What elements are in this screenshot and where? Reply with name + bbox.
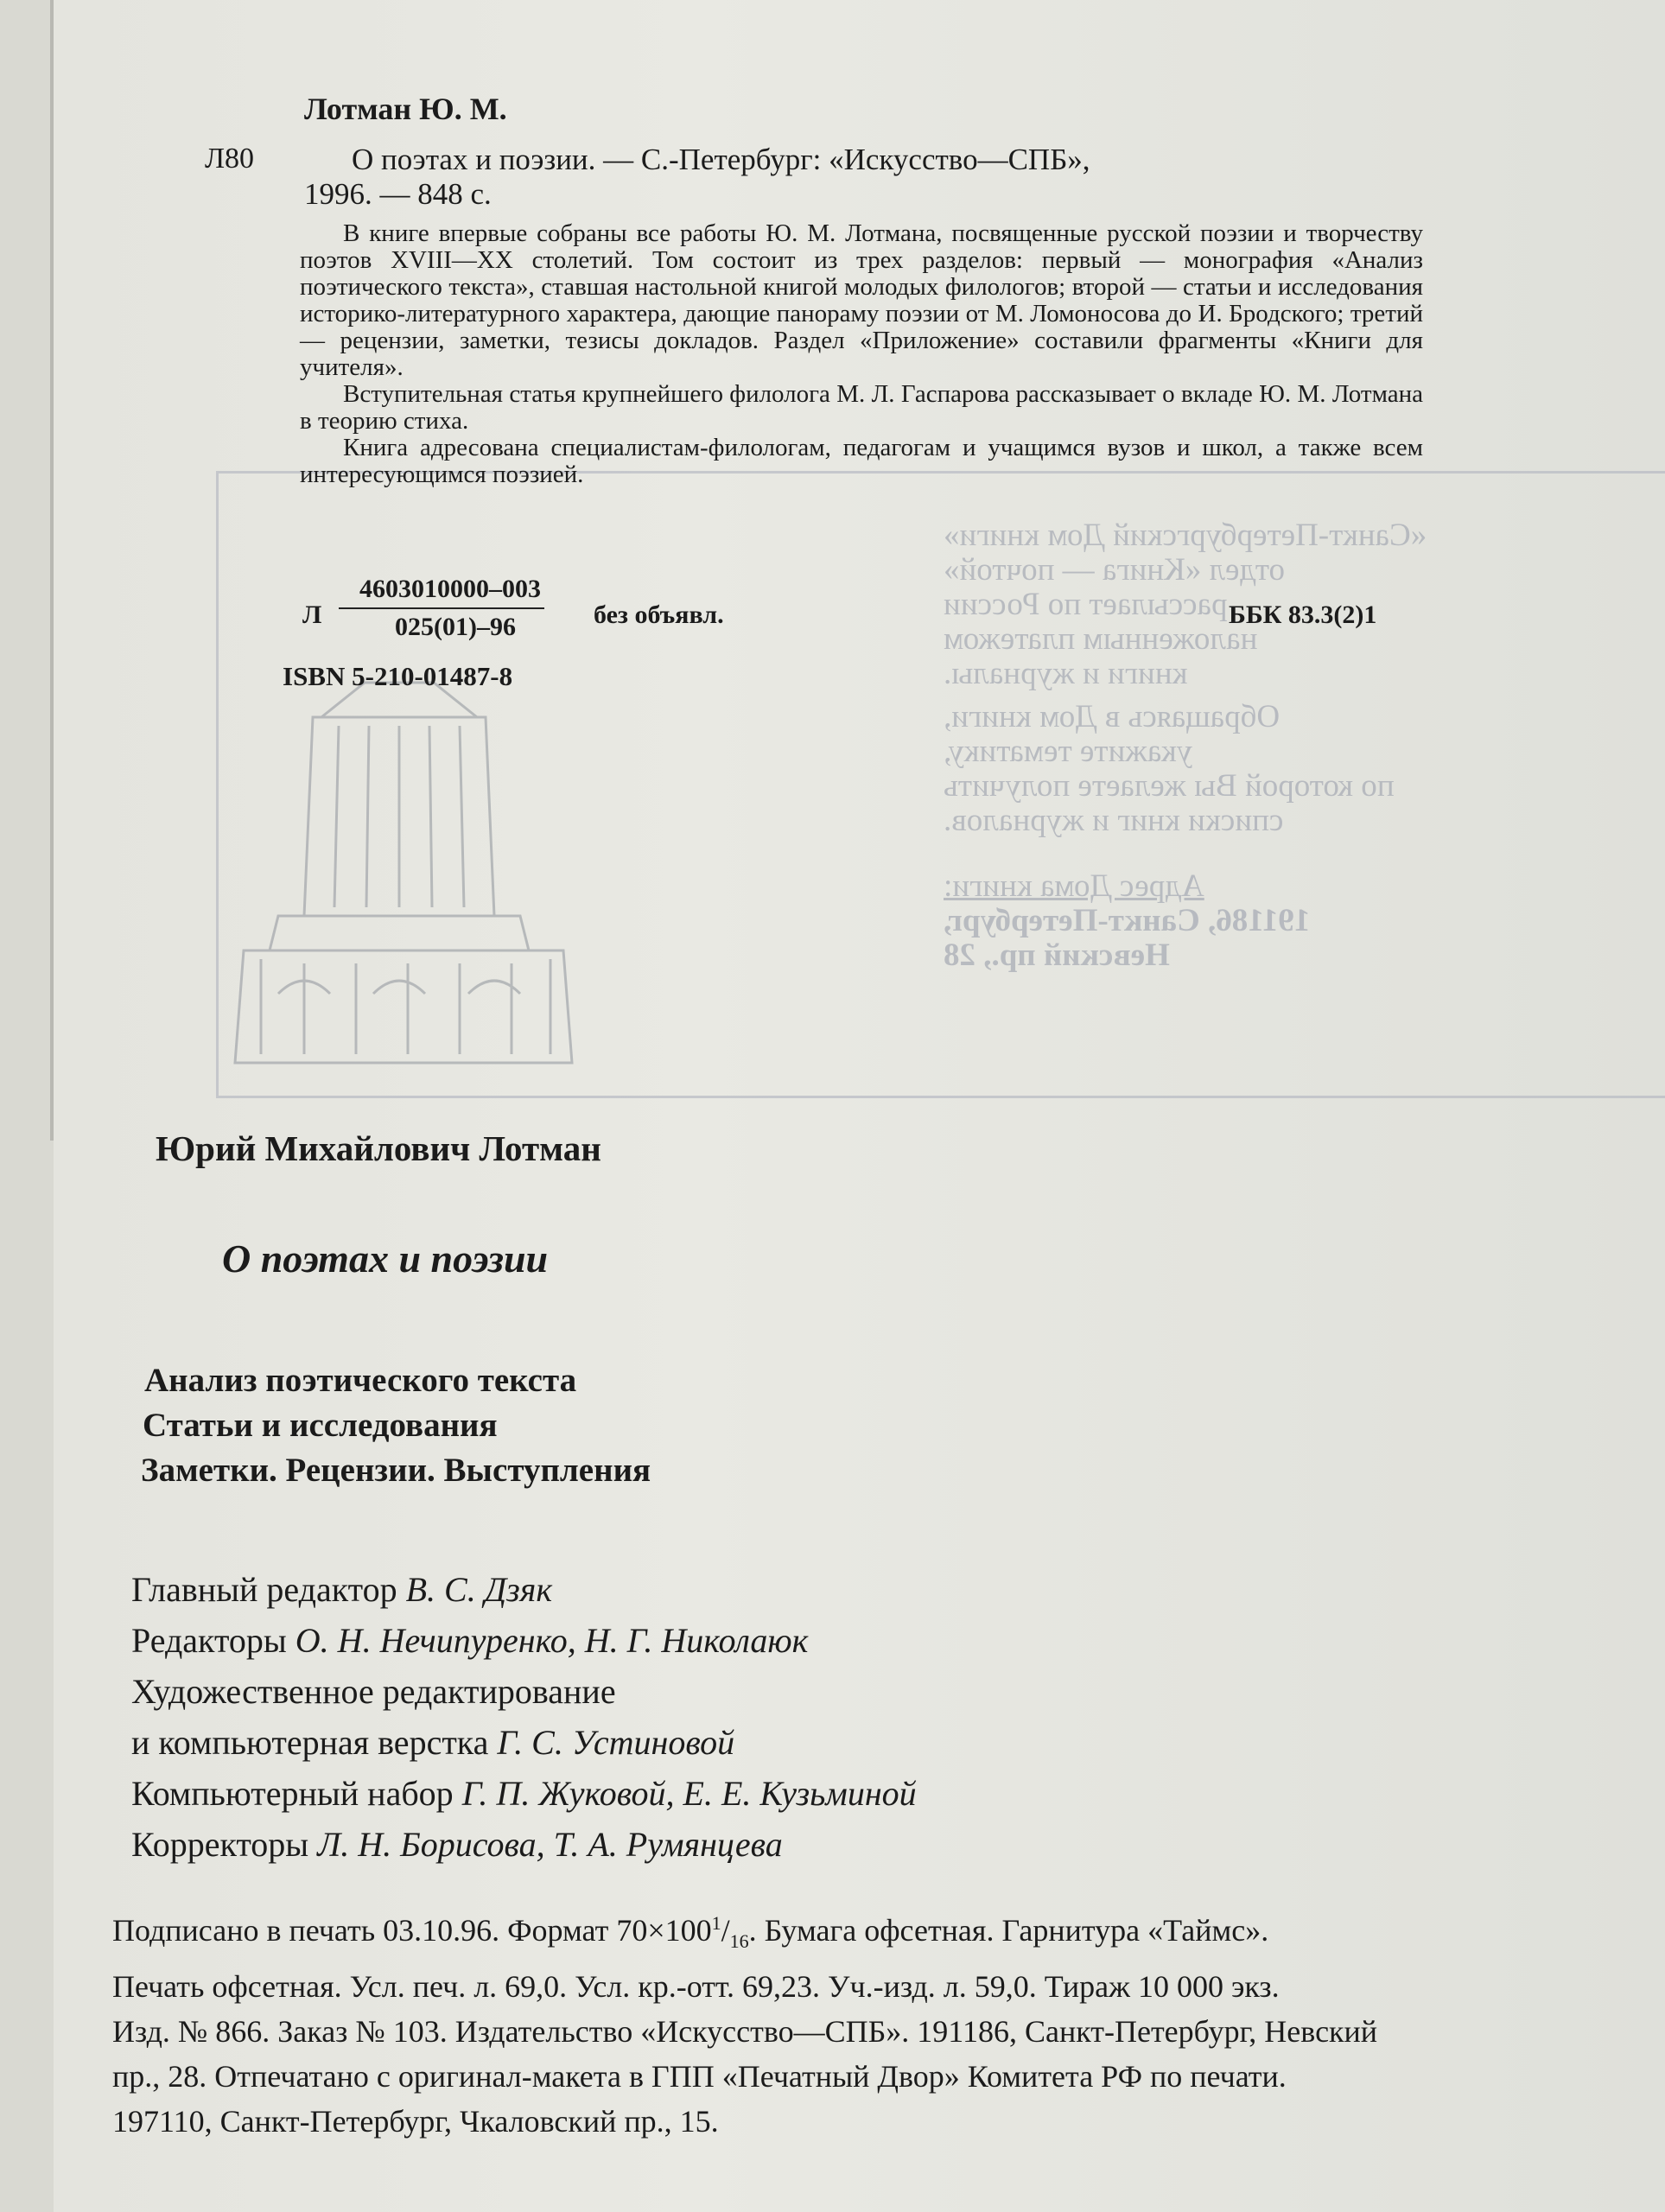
annotation-paragraph: В книге впервые собраны все работы Ю. М. Лотмана, посвященные русской поэзии и творчеству поэтов XVIII—XX столетий. Том состоит из трех разделов: первый — монография «Анализ поэтического текста», ставшая настольной книгой молодых филологов; второй — статьи и исследования историко-литературного характера, дающие панораму поэзии от М. Ломоносова до И. Бродского; третий — рецензии, заметки, тезисы докладов. Раздел «Приложение» составили фрагменты «Книги для учителя». bbox=[300, 219, 1423, 381]
tower-drawing-icon bbox=[226, 665, 589, 1071]
print-format: Подписано в печать 03.10.96. Формат 70×100 bbox=[112, 1913, 712, 1948]
credit-names: В. С. Дзяк bbox=[405, 1570, 553, 1609]
stamp-line: списки книг и журналов. bbox=[944, 803, 1284, 838]
book-page bbox=[54, 0, 1665, 2212]
bbk-code: ББК 83.3(2)1 bbox=[1229, 601, 1377, 629]
credit-role: Главный редактор bbox=[131, 1570, 397, 1609]
stamp-line: наложенным платежом bbox=[944, 621, 1258, 657]
format-sub: 16 bbox=[729, 1930, 749, 1953]
credit-role: Редакторы bbox=[131, 1621, 287, 1660]
print-line: 197110, Санкт-Петербург, Чкаловский пр., 15. bbox=[112, 2104, 719, 2139]
section-title: Заметки. Рецензии. Выступления bbox=[141, 1452, 651, 1489]
index-note: без объявл. bbox=[594, 601, 724, 629]
credit-line bbox=[131, 1717, 917, 1768]
stamp-line: отдел «Книга — почтой» bbox=[944, 552, 1285, 588]
credit-names: О. Н. Нечипуренко, Н. Г. Николаюк bbox=[295, 1621, 809, 1660]
index-denominator: 025(01)–96 bbox=[395, 613, 516, 641]
bookstore-stamp-text bbox=[944, 518, 1617, 973]
credit-names: Г. С. Устиновой bbox=[497, 1723, 735, 1762]
stamp-line: укажите тематику, bbox=[944, 734, 1193, 769]
credit-line bbox=[131, 1564, 917, 1615]
credits-list bbox=[131, 1564, 917, 1870]
biblio-line-2: 1996. — 848 с. bbox=[304, 177, 492, 211]
print-line: пр., 28. Отпечатано с оригинал-макета в ГПП «Печатный Двор» Комитета РФ по печати. bbox=[112, 2059, 1287, 2094]
print-line: Печать офсетная. Усл. печ. л. 69,0. Усл. кр.-отт. 69,23. Уч.-изд. л. 59,0. Тираж 10 000 экз. bbox=[112, 1969, 1280, 2005]
index-fraction bbox=[339, 575, 544, 642]
credit-names: Г. П. Жуковой, Е. Е. Кузьминой bbox=[461, 1774, 917, 1813]
annotation bbox=[300, 220, 1423, 488]
stamp-line: по которой Вы желаете получить bbox=[944, 768, 1395, 804]
index-prefix: Л bbox=[302, 601, 322, 629]
format-sup: 1 bbox=[711, 1912, 721, 1934]
print-line: Изд. № 866. Заказ № 103. Издательство «Искусство—СПБ». 191186, Санкт-Петербург, Невский bbox=[112, 2014, 1378, 2050]
credit-role: Художественное редактирование bbox=[131, 1672, 616, 1711]
annotation-paragraph: Книга адресована специалистам-филологам, педагогам и учащимся вузов и школ, а также всем интересующимся поэзией. bbox=[300, 434, 1423, 488]
stamp-line: рассылает по России bbox=[944, 587, 1228, 622]
print-paper: . Бумага офсетная. Гарнитура «Таймс». bbox=[748, 1913, 1269, 1948]
isbn: ISBN 5-210-01487-8 bbox=[283, 661, 513, 691]
index-numerator: 4603010000–003 bbox=[339, 575, 544, 609]
credit-line bbox=[131, 1666, 917, 1717]
library-code: Л80 bbox=[205, 143, 255, 175]
section-title: Статьи и исследования bbox=[143, 1407, 498, 1444]
annotation-paragraph: Вступительная статья крупнейшего филолога М. Л. Гаспарова рассказывает о вкладе Ю. М. Лотмана в теорию стиха. bbox=[300, 380, 1423, 435]
credit-role: Компьютерный набор bbox=[131, 1774, 454, 1813]
book-title: О поэтах и поэзии bbox=[222, 1236, 549, 1281]
stamp-line: «Санкт-Петербургский Дом книги» bbox=[944, 518, 1427, 553]
print-line: Подписано в печать 03.10.96. Формат $70\times 100^1/_{16}$. Бумага офсетная. Гарнитура «Таймс». bbox=[112, 1912, 1269, 1953]
credit-names: Л. Н. Борисова, Т. А. Румянцева bbox=[317, 1825, 783, 1864]
stamp-line: книги и журналы. bbox=[944, 656, 1188, 691]
stamp-line: Адрес Дома книги: bbox=[944, 868, 1204, 904]
credit-role: Корректоры bbox=[131, 1825, 309, 1864]
credit-line bbox=[131, 1819, 917, 1870]
credit-line bbox=[131, 1768, 917, 1819]
section-title: Анализ поэтического текста bbox=[144, 1362, 577, 1399]
credit-role: и компьютерная верстка bbox=[131, 1723, 489, 1762]
biblio-line-1: О поэтах и поэзии. — С.-Петербург: «Искусство—СПБ», bbox=[352, 143, 1090, 176]
author-full-name: Юрий Михайлович Лотман bbox=[156, 1128, 601, 1168]
stamp-line: Невский пр., 28 bbox=[944, 938, 1170, 973]
stamp-line: Обращаясь в Дом книги, bbox=[944, 699, 1281, 734]
author-heading: Лотман Ю. М. bbox=[304, 92, 507, 126]
credit-line bbox=[131, 1615, 917, 1666]
print-info bbox=[112, 1901, 1377, 2144]
stamp-line: 191186, Санкт-Петербург, bbox=[944, 903, 1311, 938]
